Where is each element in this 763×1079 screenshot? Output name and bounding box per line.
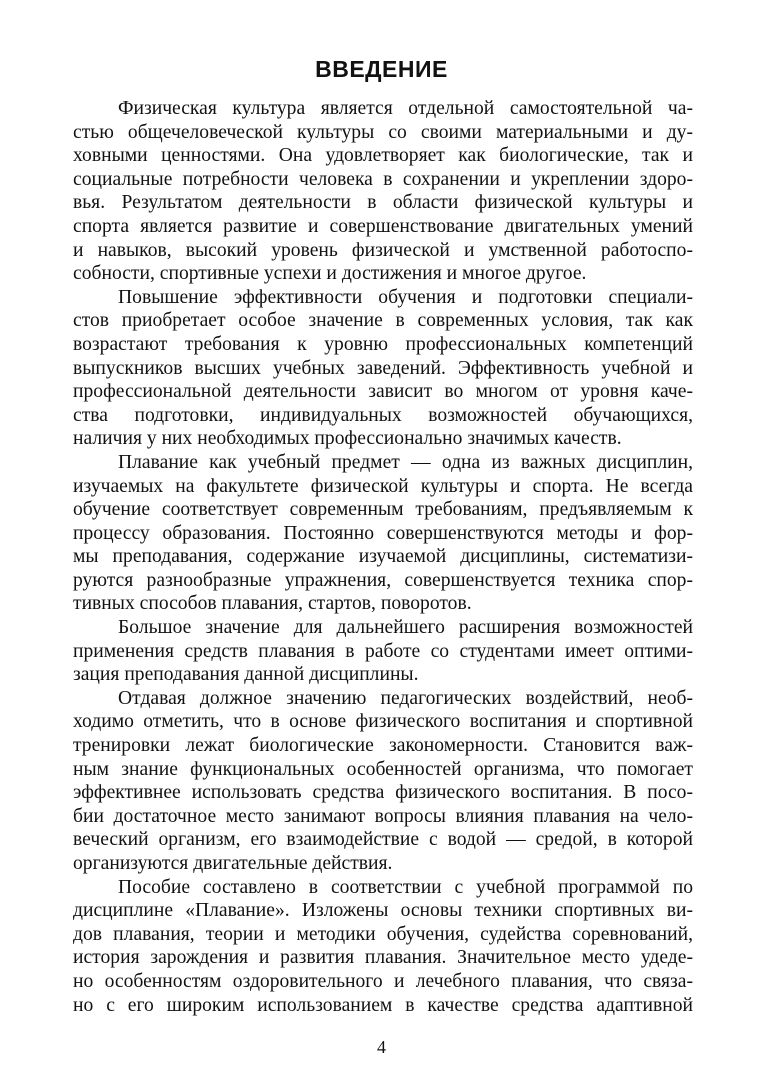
text-line: Плавание как учебный предмет — одна из важных дисциплин,: [118, 451, 693, 473]
text-line: возрастают требования к уровню профессиональных компетенций: [73, 333, 693, 355]
text-line: веческий организм, его взаимодействие с водой — средой, в которой: [73, 829, 693, 851]
text-line: стью общечеловеческой культуры со своими материальными и ду-: [73, 121, 693, 143]
text-line: социальные потребности человека в сохранении и укреплении здоро-: [73, 168, 693, 190]
text-line: Пособие составлено в соответствии с учебной программой по: [118, 876, 693, 898]
text-line: вья. Результатом деятельности в области физической культуры и: [73, 192, 693, 214]
text-line: организуются двигательные действия.: [73, 853, 393, 874]
text-line: Физическая культура является отдельной самостоятельной ча-: [118, 98, 693, 119]
paragraph-5: [73, 687, 693, 876]
text-line: мы преподавания, содержание изучаемой дисциплины, систематизи-: [73, 546, 693, 568]
text-line: собности, спортивные успехи и достижения и многое другое.: [73, 263, 587, 285]
text-line: но с его широким использованием в качестве средства адаптивной: [73, 994, 693, 1016]
text-line: дов плавания, теории и методики обучения, судейства соревнований,: [73, 923, 693, 945]
text-line: зация преподавания данной дисциплины.: [73, 664, 419, 686]
text-line: история зарождения и развития плавания. Значительное место удеде-: [73, 947, 693, 969]
page-title: ВВЕДЕНИЕ: [315, 56, 448, 82]
page-number: 4: [377, 1037, 386, 1057]
text-line: ходимо отметить, что в основе физического воспитания и спортивной: [73, 711, 693, 733]
text-line: тивных способов плавания, стартов, поворотов.: [73, 593, 472, 615]
text-line: стов приобретает особое значение в современных условия, так как: [73, 310, 693, 332]
text-line: руются разнообразные упражнения, совершенствуется техника спор-: [73, 569, 693, 591]
text-line: бии достаточное место занимают вопросы влияния плавания на чело-: [73, 805, 693, 827]
text-line: обучение соответствует современным требованиям, предъявляемым к: [73, 499, 693, 521]
text-line: но особенностям оздоровительного и лечебного плавания, что связа-: [73, 970, 693, 992]
text-line: профессиональной деятельности зависит во многом от уровня каче-: [73, 381, 693, 403]
text-line: Повышение эффективности обучения и подготовки специали-: [118, 286, 693, 308]
text-line: ства подготовки, индивидуальных возможностей обучающихся,: [73, 404, 693, 426]
paragraph-1: [73, 97, 693, 286]
text-line: эффективнее использовать средства физического воспитания. В посо-: [73, 782, 693, 804]
text-line: тренировки лежат биологические закономерности. Становится важ-: [73, 735, 693, 757]
paragraph-2: [73, 286, 693, 451]
text-line: ховными ценностями. Она удовлетворяет как биологические, так и: [73, 145, 693, 167]
text-line: процессу образования. Постоянно совершенствуются методы и фор-: [73, 522, 693, 544]
text-line: наличия у них необходимых профессионально значимых качеств.: [73, 428, 622, 450]
paragraph-6: [73, 876, 693, 1018]
text-line: выпускников высших учебных заведений. Эффективность учебной и: [73, 357, 693, 379]
text-line: Отдавая должное значению педагогических воздействий, необ-: [118, 687, 693, 709]
text-line: спорта является развитие и совершенствование двигательных умений: [73, 215, 693, 237]
text-line: ным знание функциональных особенностей организма, что помогает: [73, 758, 693, 780]
text-line: изучаемых на факультете физической культуры и спорта. Не всегда: [73, 475, 693, 497]
paragraph-3: [73, 451, 693, 616]
text-line: и навыков, высокий уровень физической и умственной работоспо-: [73, 239, 693, 261]
paragraph-4: [73, 616, 693, 687]
body-text: [73, 97, 693, 1017]
text-line: Большое значение для дальнейшего расширения возможностей: [118, 617, 693, 639]
text-line: применения средств плавания в работе со студентами имеет оптими-: [73, 640, 693, 662]
text-line: дисциплине «Плавание». Изложены основы техники спортивных ви-: [73, 900, 693, 922]
